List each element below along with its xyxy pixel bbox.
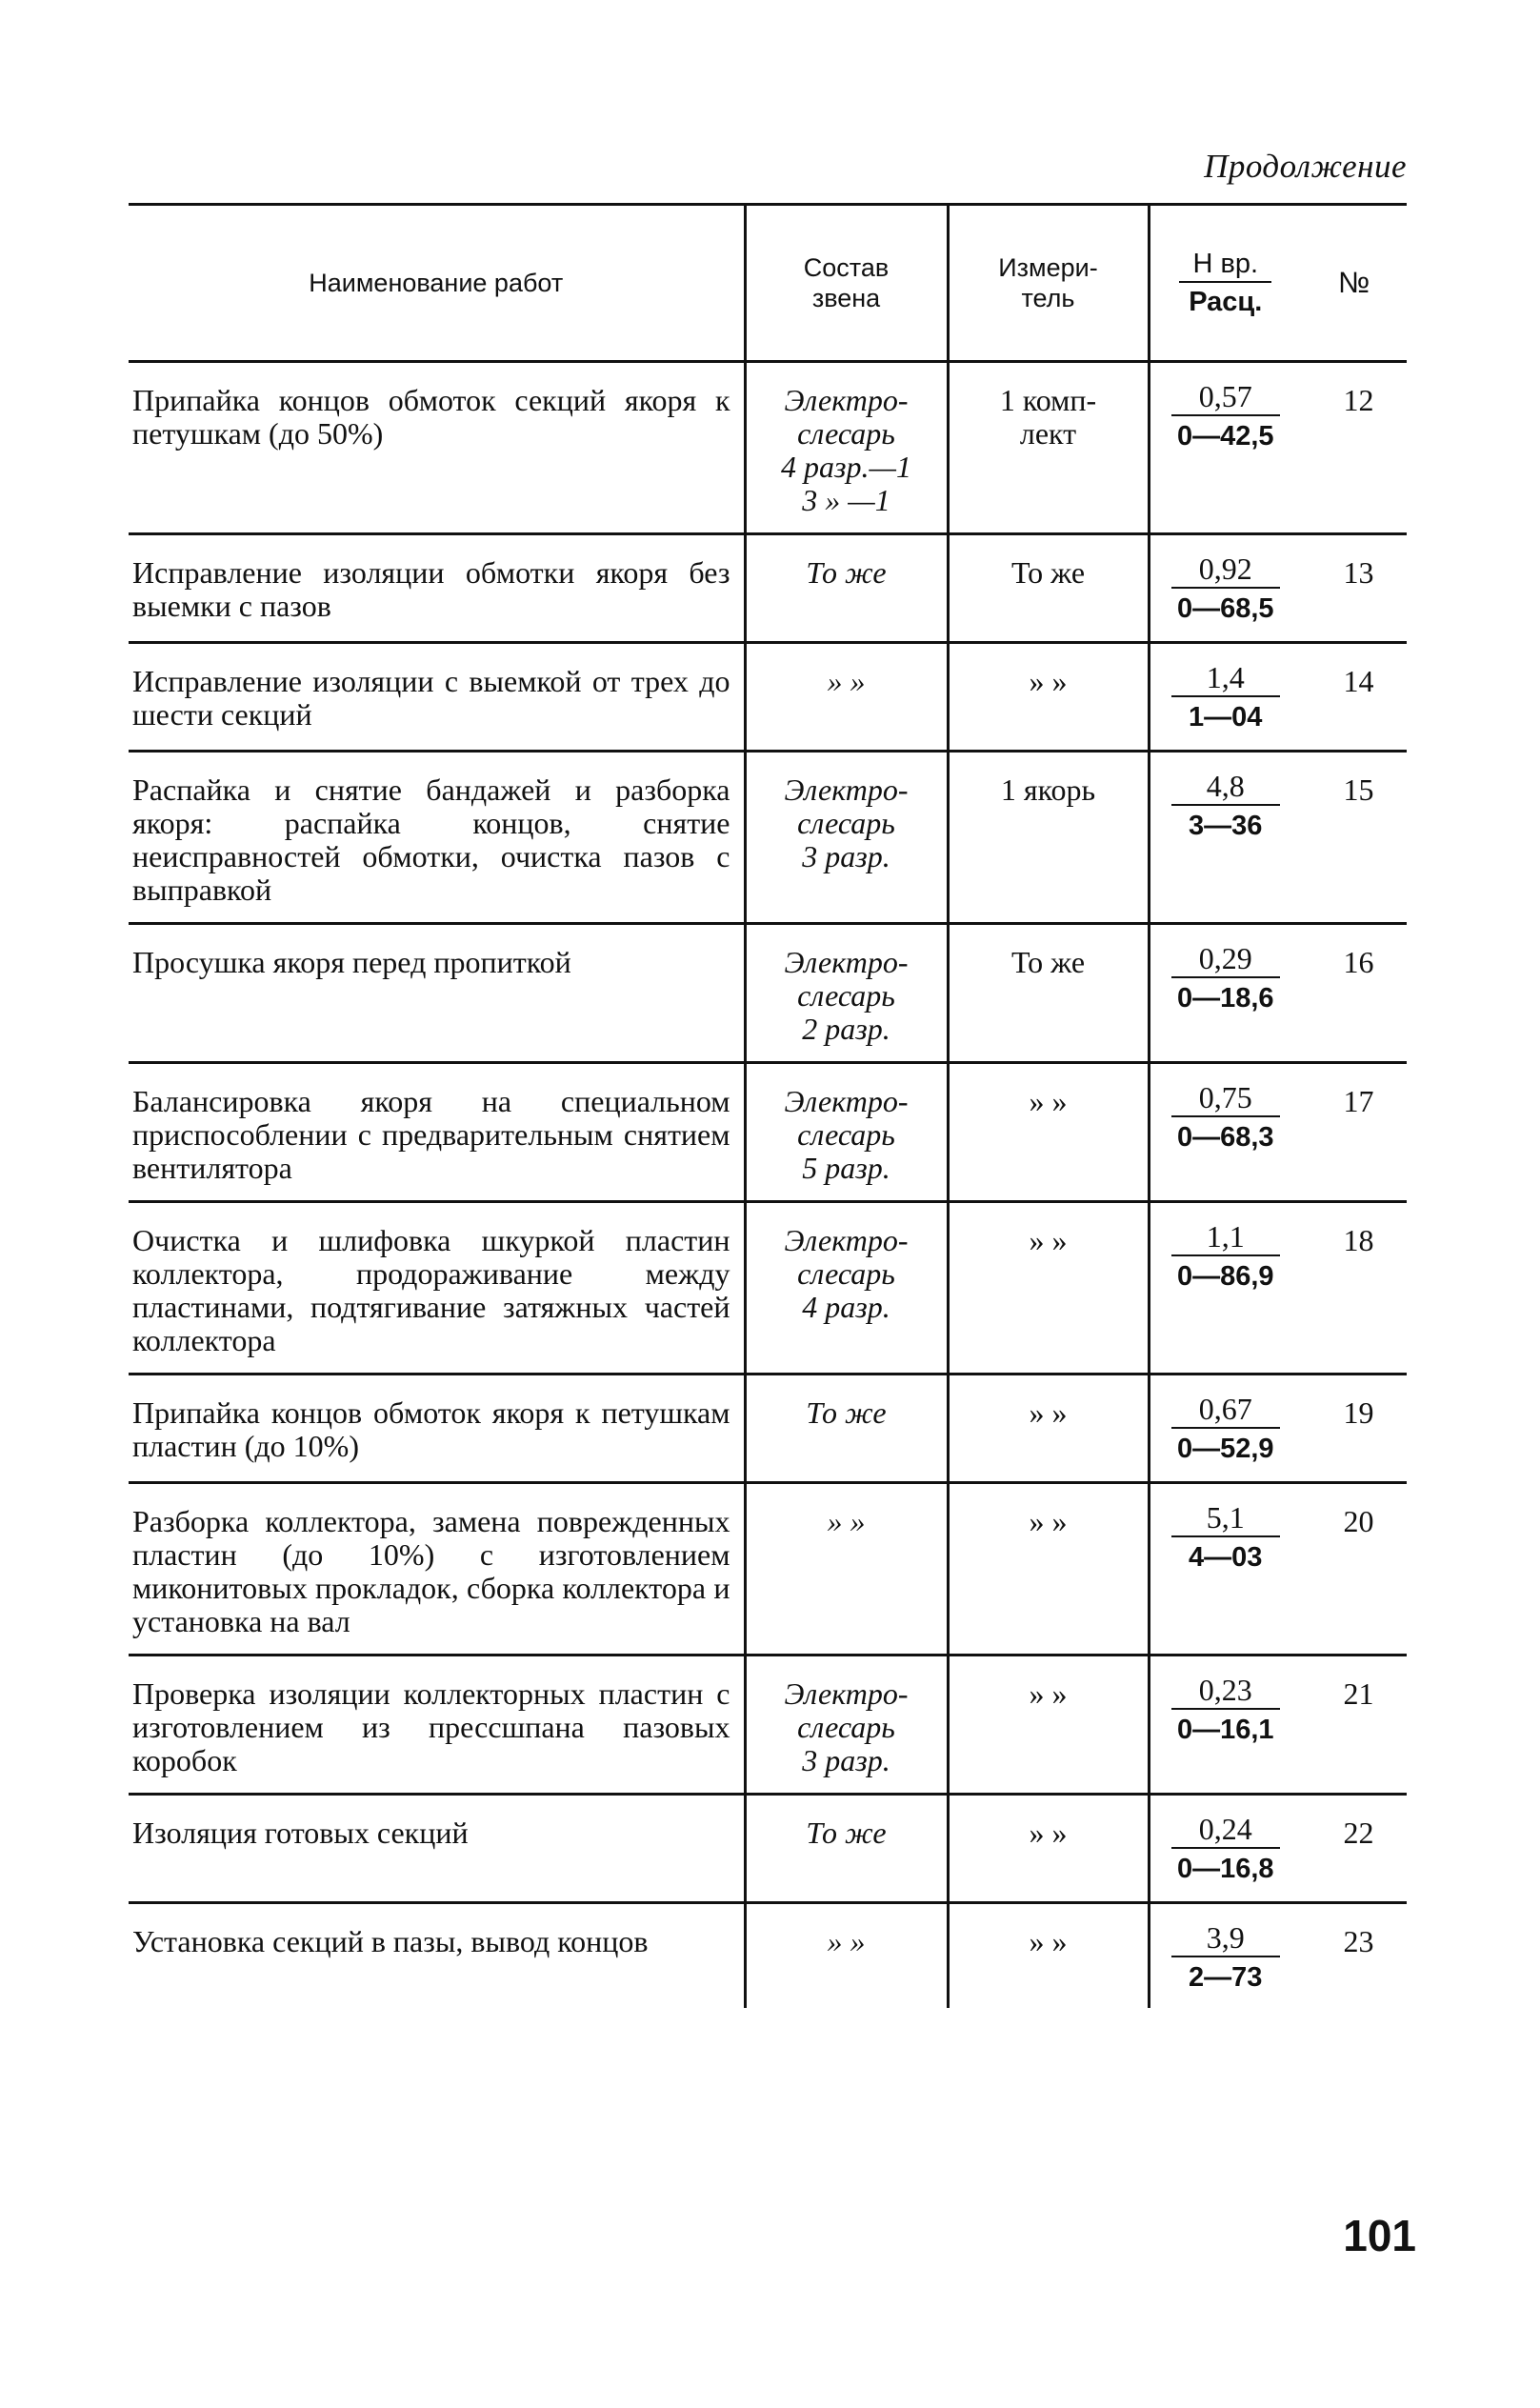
unit-cell: [948, 1903, 1149, 2009]
unit-text: » »: [1029, 1676, 1068, 1711]
row-number: 22: [1343, 1816, 1374, 1850]
row-number: 16: [1343, 945, 1374, 979]
crew-cell: [745, 752, 948, 924]
crew-text: » »: [827, 664, 866, 698]
norm-time-value: 5,1: [1171, 1501, 1280, 1537]
crew-text: Электро- слесарь 3 разр.: [784, 1676, 909, 1777]
header-name: Наименование работ: [129, 205, 745, 362]
table-row: [129, 1903, 1407, 2009]
work-name-cell: [129, 1903, 745, 2009]
crew-cell: [745, 1063, 948, 1202]
row-number: 20: [1343, 1504, 1374, 1538]
norm-time-value: 4,8: [1171, 770, 1280, 806]
work-name: Исправление изоляции обмотки якоря без выемки с пазов: [132, 555, 730, 623]
crew-cell: [745, 1656, 948, 1795]
row-number-cell: [1301, 643, 1407, 752]
row-number-cell: [1301, 1063, 1407, 1202]
table-row: [129, 1375, 1407, 1483]
crew-text: Электро- слесарь 4 разр.—1 3 » —1: [781, 383, 911, 517]
unit-text: » »: [1029, 664, 1068, 698]
rate-value: 1—04: [1189, 702, 1263, 732]
unit-cell: [948, 534, 1149, 643]
unit-cell: [948, 362, 1149, 534]
crew-text: Электро- слесарь 3 разр.: [784, 773, 909, 873]
header-norm-rate: [1149, 205, 1301, 362]
crew-cell: [745, 362, 948, 534]
row-number: 21: [1343, 1676, 1374, 1711]
work-name: Распайка и снятие бандажей и разборка якоря: распайка концов, снятие неисправностей обмотки, очистка пазов с выправкой: [132, 773, 730, 907]
norm-rate-cell: [1149, 1063, 1301, 1202]
crew-text: Электро- слесарь 5 разр.: [784, 1084, 909, 1185]
crew-text: Электро- слесарь 2 разр.: [784, 945, 909, 1046]
unit-text: » »: [1029, 1395, 1068, 1430]
row-number: 14: [1343, 664, 1374, 698]
work-name: Балансировка якоря на специальном приспособлении с предварительным снятием вентилятора: [132, 1084, 730, 1185]
rate-value: 0—52,9: [1176, 1434, 1274, 1464]
work-name-cell: [129, 643, 745, 752]
table-row: [129, 1063, 1407, 1202]
row-number: 15: [1343, 773, 1374, 807]
row-number-cell: [1301, 1483, 1407, 1656]
row-number: 19: [1343, 1395, 1374, 1430]
unit-text: » »: [1029, 1816, 1068, 1850]
rate-value: 0—16,1: [1176, 1715, 1274, 1745]
norm-rate-cell: [1149, 1375, 1301, 1483]
crew-cell: [745, 534, 948, 643]
crew-cell: [745, 1202, 948, 1375]
crew-cell: [745, 1795, 948, 1903]
table-row: [129, 1202, 1407, 1375]
unit-cell: [948, 1202, 1149, 1375]
row-number-cell: [1301, 752, 1407, 924]
norm-time-value: 3,9: [1171, 1921, 1280, 1957]
norm-time-value: 0,24: [1171, 1813, 1280, 1849]
row-number-cell: [1301, 1795, 1407, 1903]
norm-rate-cell: [1149, 1656, 1301, 1795]
norm-rate-cell: [1149, 643, 1301, 752]
work-name-cell: [129, 1656, 745, 1795]
norm-rate-cell: [1149, 1903, 1301, 2009]
work-name-cell: [129, 924, 745, 1063]
norm-time-value: 0,75: [1171, 1081, 1280, 1117]
unit-text: 1 комп- лект: [999, 383, 1097, 451]
rate-value: 0—86,9: [1176, 1261, 1274, 1292]
unit-cell: [948, 1656, 1149, 1795]
crew-cell: [745, 643, 948, 752]
rate-value: 0—68,3: [1176, 1122, 1274, 1153]
rate-value: 0—18,6: [1176, 983, 1274, 1013]
work-name: Разборка коллектора, замена поврежденных пластин (до 10%) с изготовлением миконитовых прокладок, сборка коллектора и установка на вал: [132, 1504, 730, 1638]
row-number: 13: [1343, 555, 1374, 590]
norm-rate-cell: [1149, 1483, 1301, 1656]
work-name-cell: [129, 1375, 745, 1483]
row-number-cell: [1301, 924, 1407, 1063]
crew-text: То же: [806, 1816, 887, 1850]
row-number-cell: [1301, 1903, 1407, 2009]
unit-text: » »: [1029, 1504, 1068, 1538]
row-number: 23: [1343, 1924, 1374, 1958]
crew-text: Электро- слесарь 4 разр.: [784, 1223, 909, 1324]
unit-text: То же: [1010, 945, 1086, 979]
crew-text: То же: [806, 555, 887, 590]
unit-cell: [948, 1063, 1149, 1202]
page-number: 101: [1343, 2211, 1416, 2260]
unit-text: » »: [1029, 1084, 1068, 1118]
unit-text: » »: [1029, 1924, 1068, 1958]
norm-time-value: 0,92: [1171, 552, 1280, 589]
work-name-cell: [129, 752, 745, 924]
crew-text: То же: [806, 1395, 887, 1430]
norm-rate-cell: [1149, 534, 1301, 643]
unit-text: 1 якорь: [1000, 773, 1096, 807]
crew-cell: [745, 924, 948, 1063]
row-number: 12: [1343, 383, 1374, 417]
work-norms-table: [129, 203, 1407, 2008]
table-row: [129, 1795, 1407, 1903]
crew-text: » »: [827, 1924, 866, 1958]
row-number-cell: [1301, 1656, 1407, 1795]
unit-text: » »: [1029, 1223, 1068, 1257]
norm-rate-cell: [1149, 924, 1301, 1063]
norm-time-value: 0,29: [1171, 942, 1280, 978]
work-name-cell: [129, 1483, 745, 1656]
unit-cell: [948, 1375, 1149, 1483]
row-number-cell: [1301, 362, 1407, 534]
table-row: [129, 534, 1407, 643]
work-name-cell: [129, 362, 745, 534]
unit-cell: [948, 752, 1149, 924]
rate-value: 3—36: [1189, 811, 1263, 841]
crew-cell: [745, 1375, 948, 1483]
norm-rate-cell: [1149, 1795, 1301, 1903]
work-name-cell: [129, 1063, 745, 1202]
crew-cell: [745, 1483, 948, 1656]
crew-cell: [745, 1903, 948, 2009]
unit-cell: [948, 1795, 1149, 1903]
norm-time-value: 1,4: [1171, 661, 1280, 697]
work-name-cell: [129, 1795, 745, 1903]
row-number-cell: [1301, 1202, 1407, 1375]
rate-value: 0—68,5: [1176, 593, 1274, 624]
rate-value: 0—16,8: [1176, 1854, 1274, 1884]
header-unit: Измери- тель: [948, 205, 1149, 362]
work-name: Изоляция готовых секций: [132, 1816, 469, 1850]
rate-value: 2—73: [1189, 1962, 1263, 1993]
header-rate: Расц.: [1189, 287, 1263, 317]
work-name-cell: [129, 1202, 745, 1375]
unit-cell: [948, 1483, 1149, 1656]
row-number: 18: [1343, 1223, 1374, 1257]
row-number: 17: [1343, 1084, 1374, 1118]
unit-cell: [948, 924, 1149, 1063]
norm-rate-cell: [1149, 1202, 1301, 1375]
norm-rate-cell: [1149, 752, 1301, 924]
work-name: Очистка и шлифовка шкуркой пластин коллектора, продораживание между пластинами, подтягивание затяжных частей коллектора: [132, 1223, 730, 1357]
work-name: Проверка изоляции коллекторных пластин с изготовлением из прессшпана пазовых коробок: [132, 1676, 730, 1777]
table-row: [129, 752, 1407, 924]
norm-time-value: 0,23: [1171, 1674, 1280, 1710]
norm-time-value: 0,67: [1171, 1393, 1280, 1429]
table-row: [129, 362, 1407, 534]
rate-value: 0—42,5: [1176, 421, 1274, 452]
table-row: [129, 1483, 1407, 1656]
header-crew: Состав звена: [745, 205, 948, 362]
header-norm-time: Н вр.: [1179, 249, 1271, 283]
work-name: Припайка концов обмоток якоря к петушкам пластин (до 10%): [132, 1395, 730, 1463]
table-row: [129, 643, 1407, 752]
row-number-cell: [1301, 534, 1407, 643]
crew-text: » »: [827, 1504, 866, 1538]
table-row: [129, 924, 1407, 1063]
header-number: №: [1301, 205, 1407, 362]
continuation-label: Продолжение: [1204, 148, 1407, 185]
row-number-cell: [1301, 1375, 1407, 1483]
rate-value: 4—03: [1189, 1542, 1263, 1573]
norm-rate-cell: [1149, 362, 1301, 534]
work-name: Исправление изоляции с выемкой от трех до шести секций: [132, 664, 730, 732]
work-name: Припайка концов обмоток секций якоря к петушкам (до 50%): [132, 383, 730, 451]
work-name: Установка секций в пазы, вывод концов: [132, 1924, 649, 1958]
unit-cell: [948, 643, 1149, 752]
table-header-row: [129, 205, 1407, 362]
norm-time-value: 0,57: [1171, 380, 1280, 416]
table-row: [129, 1656, 1407, 1795]
unit-text: То же: [1010, 555, 1086, 590]
work-name-cell: [129, 534, 745, 643]
work-name: Просушка якоря перед пропиткой: [132, 945, 571, 979]
norm-time-value: 1,1: [1171, 1220, 1280, 1256]
